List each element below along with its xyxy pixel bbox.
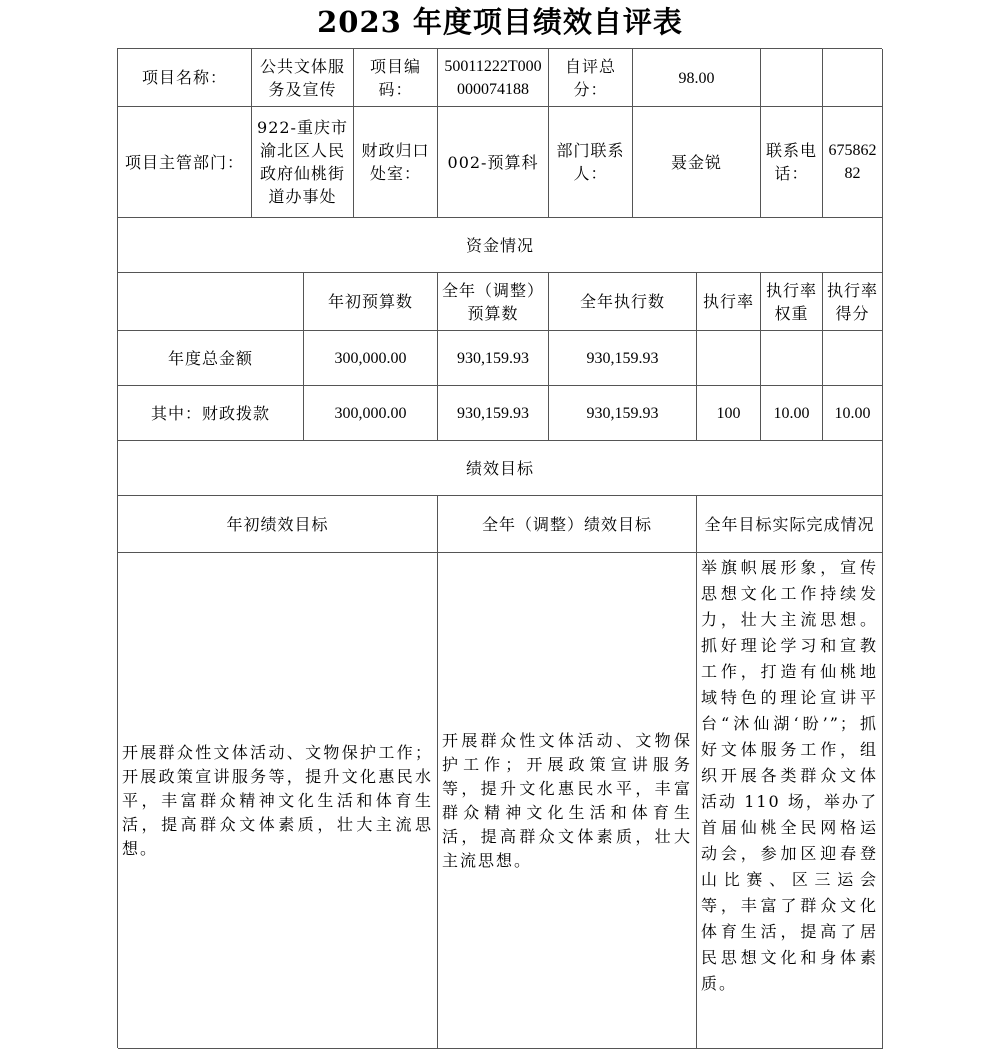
- project-code-label: 项目编码：: [354, 49, 438, 107]
- phone-value: 67586282: [823, 107, 883, 218]
- adjusted-goal-text: [438, 553, 697, 1049]
- actual-completion-paragraph: 举旗帜展形象，宣传思想文化工作持续发力，壮大主流思想。抓好理论学习和宣教工作，打造有仙桃地域特色的理论宣讲平台“沐仙湖‘盼’”；抓好文体服务工作，组织开展各类群众文体活动 110 场，举办了首届仙桃全民网格运动会，参加区迎春登山比赛、区三运会等，丰富了群众文化体育生活，提高了居民思想文化和身体素质。: [701, 558, 878, 993]
- finance-value: 002-预算科: [438, 107, 549, 218]
- row-fiscal-executed: 930,159.93: [549, 386, 697, 441]
- row-fiscal-label: 其中：财政拨款: [118, 386, 304, 441]
- row-fiscal-score: 10.00: [823, 386, 883, 441]
- phone-label: 联系电话：: [761, 107, 823, 218]
- dept-value: 922-重庆市渝北区人民政府仙桃街道办事处: [252, 107, 354, 218]
- row-total-budget: 300,000.00: [304, 331, 438, 386]
- col-rate-score: 执行率得分: [823, 273, 883, 331]
- dept-label: 项目主管部门：: [118, 107, 252, 218]
- row-total-adjusted: 930,159.93: [438, 331, 549, 386]
- goals-section-title: 绩效目标: [118, 441, 883, 496]
- empty-cell: [761, 49, 823, 107]
- col-executed: 全年执行数: [549, 273, 697, 331]
- row-fiscal-weight: 10.00: [761, 386, 823, 441]
- col-rate-weight: 执行率权重: [761, 273, 823, 331]
- row-fiscal-rate: 100: [697, 386, 761, 441]
- contact-label: 部门联系人：: [549, 107, 633, 218]
- row-total-rate: [697, 331, 761, 386]
- page-title: 2023 年度项目绩效自评表: [317, 5, 683, 39]
- finance-label: 财政归口处室：: [354, 107, 438, 218]
- score-value: 98.00: [633, 49, 761, 107]
- empty-cell: [118, 273, 304, 331]
- row-total-label: 年度总金额: [118, 331, 304, 386]
- row-total-score: [823, 331, 883, 386]
- col-adjusted-goal: 全年（调整）绩效目标: [438, 496, 697, 553]
- col-initial-goal: 年初绩效目标: [118, 496, 438, 553]
- row-total-executed: 930,159.93: [549, 331, 697, 386]
- row-total-weight: [761, 331, 823, 386]
- funds-section-title: 资金情况: [118, 218, 883, 273]
- col-initial-budget: 年初预算数: [304, 273, 438, 331]
- row-fiscal-adjusted: 930,159.93: [438, 386, 549, 441]
- actual-completion-text: [697, 553, 883, 1049]
- col-exec-rate: 执行率: [697, 273, 761, 331]
- initial-goal-paragraph: 开展群众性文体活动、文物保护工作；开展政策宣讲服务等，提升文化惠民水平，丰富群众精神文化生活和体育生活，提高群众文体素质，壮大主流思想。: [122, 742, 433, 858]
- contact-value: 聂金锐: [633, 107, 761, 218]
- score-label: 自评总分：: [549, 49, 633, 107]
- col-adjusted-budget: 全年（调整）预算数: [438, 273, 549, 331]
- project-code-value: 50011222T000000074188: [438, 49, 549, 107]
- row-fiscal-budget: 300,000.00: [304, 386, 438, 441]
- col-actual-completion: 全年目标实际完成情况: [697, 496, 883, 553]
- initial-goal-text: [118, 553, 438, 1049]
- performance-table: [117, 48, 882, 1048]
- project-name-value: 公共文体服务及宣传: [252, 49, 354, 107]
- project-name-label: 项目名称：: [118, 49, 252, 107]
- adjusted-goal-paragraph: 开展群众性文体活动、文物保护工作；开展政策宣讲服务等，提升文化惠民水平，丰富群众精神文化生活和体育生活，提高群众文体素质，壮大主流思想。: [442, 730, 692, 870]
- empty-cell: [823, 49, 883, 107]
